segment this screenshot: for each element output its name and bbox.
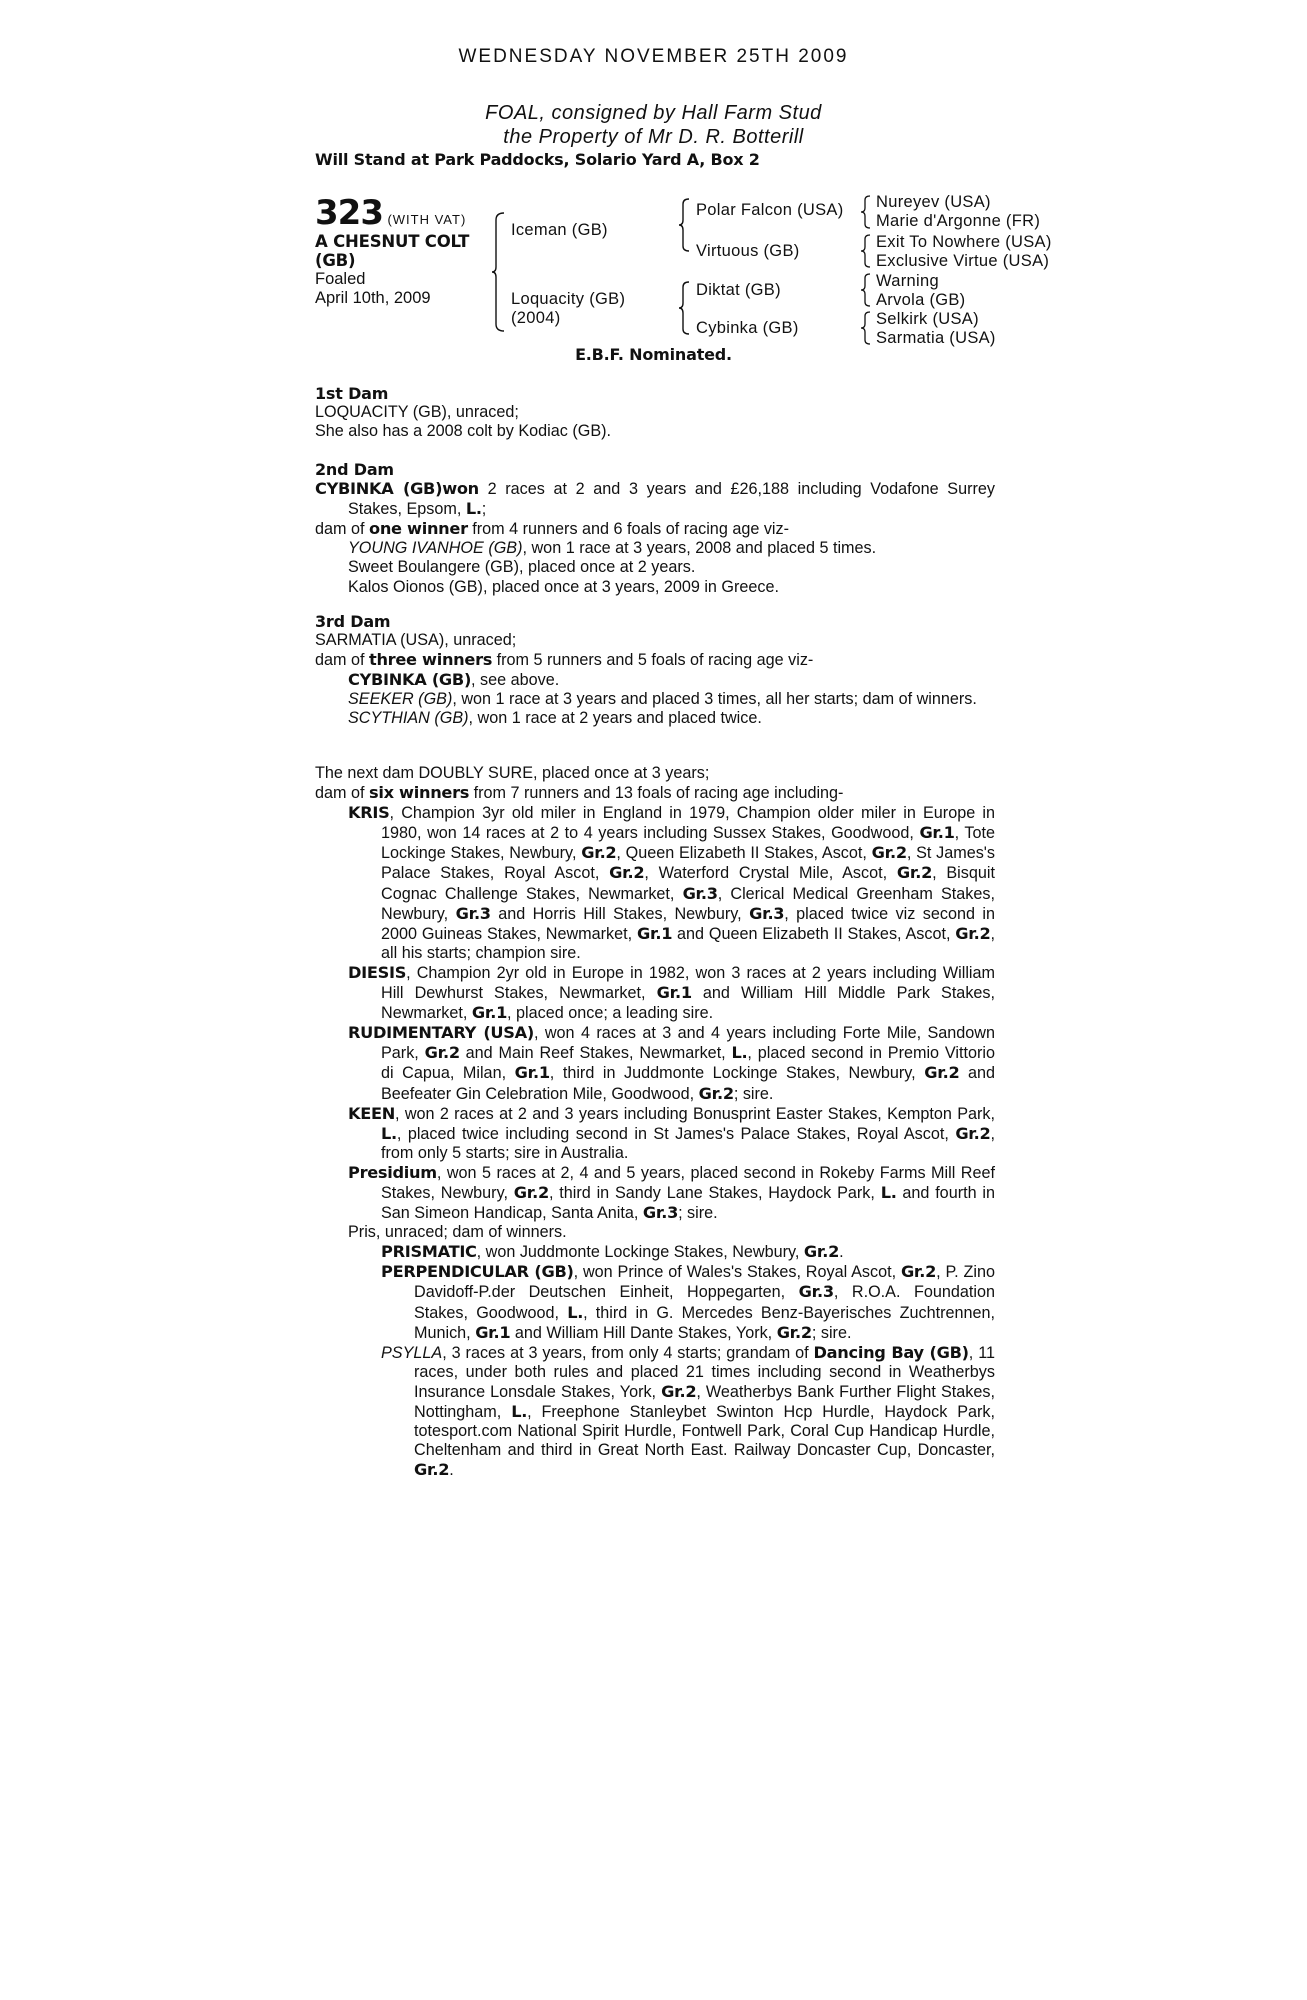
listed-badge: L. bbox=[511, 1402, 528, 1421]
pedigree-brace-g4 bbox=[861, 311, 871, 345]
text: ; sire. bbox=[678, 1204, 718, 1223]
produce-item-psylla bbox=[315, 1343, 995, 1481]
text: and William Hill Middle Park Stakes, Newmarket, bbox=[381, 984, 996, 1023]
next-dam-produce bbox=[315, 783, 995, 803]
consignor-line: FOAL, consigned by Hall Farm Stud bbox=[485, 102, 822, 124]
horse-name: SCYTHIAN (GB) bbox=[348, 709, 469, 728]
pedigree-g2: Marie d'Argonne (FR) bbox=[876, 212, 1041, 230]
produce-item bbox=[315, 539, 995, 558]
text: , won 2 races at 2 and 3 years including Bonusprint Easter Stakes, Kempton Park, bbox=[395, 1104, 995, 1123]
winner-count: one winner bbox=[369, 519, 468, 539]
text: , St James's Palace Stakes, Royal Ascot, bbox=[381, 844, 995, 883]
second-dam-section bbox=[315, 460, 995, 597]
text: , all his starts; champion sire. bbox=[381, 924, 995, 962]
text: , Champion 3yr old miler in England in 1979, Champion older miler in Europe in 1980, won 14 races at 2 to 4 years including Sussex Stakes, Goodwood, bbox=[381, 804, 995, 843]
grade-badge: Gr.2 bbox=[871, 843, 907, 863]
grade-badge: Gr.2 bbox=[513, 1182, 549, 1202]
third-dam-section bbox=[315, 612, 995, 729]
grade-badge: Gr.2 bbox=[900, 1262, 937, 1282]
grade-badge: Gr.3 bbox=[749, 903, 785, 923]
grade-badge: Gr.3 bbox=[798, 1282, 834, 1302]
produce-item-rudimentary bbox=[315, 1023, 995, 1103]
horse-name: Dancing Bay (GB) bbox=[813, 1342, 969, 1362]
text: dam of bbox=[315, 784, 369, 803]
pedigree-sire-sire: Polar Falcon (USA) bbox=[696, 201, 844, 219]
text: , third in Sandy Lane Stakes, Haydock Park, bbox=[548, 1183, 881, 1202]
next-dam-section bbox=[315, 764, 995, 1480]
second-dam-produce bbox=[315, 519, 995, 539]
pedigree-brace-dam bbox=[679, 281, 691, 335]
text: , 3 races at 3 years, from only 4 starts; grandam of bbox=[442, 1343, 814, 1362]
pedigree-g6: Arvola (GB) bbox=[876, 291, 966, 309]
grade-badge: Gr.2 bbox=[424, 1043, 460, 1063]
text: , won 1 race at 3 years, 2008 and placed 5 times. bbox=[522, 539, 877, 558]
text: , won 5 races at 2, 4 and 5 years, placed second in Rokeby Farms Mill Reef Stakes, Newbury, bbox=[381, 1163, 995, 1202]
pedigree-sire: Iceman (GB) bbox=[511, 221, 608, 239]
text: , see above. bbox=[471, 671, 560, 690]
winner-count: three winners bbox=[369, 650, 493, 670]
text: and Horris Hill Stakes, Newbury, bbox=[490, 904, 750, 923]
pedigree-brace-g1 bbox=[861, 195, 871, 229]
grade-badge: Gr.2 bbox=[924, 1063, 960, 1083]
text: and Beefeater Gin Celebration Mile, Goodwood, bbox=[381, 1064, 995, 1103]
record-end: ; bbox=[481, 500, 487, 519]
horse-name: SEEKER (GB) bbox=[348, 690, 453, 709]
horse-name: YOUNG IVANHOE (GB) bbox=[348, 539, 523, 558]
grade-badge: Gr.2 bbox=[955, 923, 991, 943]
grade-badge: Gr.2 bbox=[581, 843, 617, 863]
horse-name: Presidium bbox=[348, 1162, 437, 1182]
text: and Queen Elizabeth II Stakes, Ascot, bbox=[672, 924, 956, 943]
grade-badge: Gr.2 bbox=[609, 863, 645, 883]
pedigree-g1: Nureyev (USA) bbox=[876, 193, 991, 211]
text: , won 1 race at 2 years and placed twice. bbox=[468, 709, 762, 728]
lot-header bbox=[315, 193, 466, 233]
text: , Champion 2yr old in Europe in 1982, won 3 races at 2 years including William Hill Dewhurst Stakes, Newmarket, bbox=[381, 963, 995, 1003]
pedigree-brace-sire bbox=[679, 198, 691, 252]
vat-note: (WITH VAT) bbox=[387, 212, 467, 227]
listed-badge: L. bbox=[567, 1302, 584, 1322]
produce-item-presidium bbox=[315, 1163, 995, 1223]
grade-badge: Gr.2 bbox=[955, 1123, 991, 1143]
text: , won 4 races at 3 and 4 years including Forte Mile, Sandown Park, bbox=[381, 1024, 996, 1063]
won-label: won bbox=[442, 479, 479, 499]
pedigree-dam-name: Loquacity (GB) bbox=[511, 290, 626, 308]
horse-name: CYBINKA (GB) bbox=[348, 670, 472, 690]
grade-badge: Gr.1 bbox=[514, 1063, 550, 1083]
lot-number: 323 bbox=[315, 193, 383, 233]
lot-description-line2: (GB) bbox=[315, 251, 356, 270]
grade-badge: Gr.2 bbox=[661, 1381, 697, 1401]
grade-badge: Gr.3 bbox=[455, 903, 491, 923]
horse-name: DIESIS bbox=[348, 962, 407, 982]
pedigree-dam-dam: Cybinka (GB) bbox=[696, 319, 799, 337]
produce-item: Sweet Boulangere (GB), placed once at 2 years. bbox=[348, 558, 696, 577]
text: , from only 5 starts; sire in Australia. bbox=[381, 1124, 995, 1162]
sale-date: WEDNESDAY NOVEMBER 25TH 2009 bbox=[458, 46, 849, 67]
pedigree-dam bbox=[511, 290, 625, 328]
second-dam-record bbox=[315, 479, 995, 519]
text: , R.O.A. Foundation Stakes, Goodwood, bbox=[414, 1283, 995, 1322]
text: , won Juddmonte Lockinge Stakes, Newbury, bbox=[476, 1243, 804, 1262]
horse-name: PSYLLA bbox=[381, 1343, 443, 1362]
second-dam-heading: 2nd Dam bbox=[315, 460, 394, 479]
text: and fourth in San Simeon Handicap, Santa Anita, bbox=[381, 1183, 995, 1223]
horse-name: CYBINKA (GB) bbox=[315, 479, 443, 499]
produce-item-diesis bbox=[315, 963, 995, 1023]
pedigree-dam-sire: Diktat (GB) bbox=[696, 281, 781, 299]
text: ; sire. bbox=[811, 1323, 852, 1342]
foaled-info bbox=[315, 270, 431, 308]
grade-badge: Gr.1 bbox=[475, 1322, 511, 1342]
horse-name: PRISMATIC bbox=[381, 1242, 477, 1262]
third-dam-produce bbox=[315, 650, 995, 670]
pedigree-g8: Sarmatia (USA) bbox=[876, 329, 996, 347]
text: , placed second in Premio Vittorio di Capua, Milan, bbox=[381, 1044, 995, 1083]
grade-badge: Gr.1 bbox=[636, 923, 673, 943]
text: from 5 runners and 5 foals of racing age viz- bbox=[492, 651, 814, 670]
pedigree-brace-g2 bbox=[861, 234, 871, 268]
pedigree-g5: Warning bbox=[876, 272, 939, 290]
pedigree-brace-g3 bbox=[861, 273, 871, 307]
grade-badge: Gr.2 bbox=[698, 1083, 734, 1103]
grade-badge: Gr.3 bbox=[682, 883, 718, 903]
text: dam of bbox=[315, 651, 369, 670]
grade-badge: Gr.3 bbox=[642, 1203, 679, 1223]
grade-badge: Gr.2 bbox=[803, 1242, 840, 1262]
pedigree-dam-year: (2004) bbox=[511, 309, 561, 327]
text: , third in Juddmonte Lockinge Stakes, Newbury, bbox=[549, 1064, 925, 1083]
text: , Tote Lockinge Stakes, Newbury, bbox=[381, 824, 995, 863]
text: from 4 runners and 6 foals of racing age viz- bbox=[467, 520, 789, 539]
text: ; sire. bbox=[733, 1084, 774, 1103]
record-text: 2 races at 2 and 3 years and £26,188 including Vodafone Surrey Stakes, Epsom, bbox=[348, 480, 995, 519]
horse-name: KRIS bbox=[348, 803, 390, 823]
text: , placed twice viz second in 2000 Guineas Stakes, Newmarket, bbox=[381, 904, 995, 943]
listed-badge: L. bbox=[465, 499, 482, 519]
produce-item bbox=[315, 670, 995, 690]
foaled-date: April 10th, 2009 bbox=[315, 289, 431, 307]
first-dam-section bbox=[315, 384, 995, 441]
ebf-nomination: E.B.F. Nominated. bbox=[575, 345, 732, 364]
produce-item-kris bbox=[315, 803, 995, 963]
text: , Bisquit Cognac Challenge Stakes, Newmarket, bbox=[381, 864, 995, 903]
stand-location: Will Stand at Park Paddocks, Solario Yard A, Box 2 bbox=[315, 150, 760, 169]
text: . bbox=[839, 1243, 844, 1262]
horse-name: RUDIMENTARY (USA) bbox=[348, 1023, 534, 1043]
grade-badge: Gr.1 bbox=[471, 1003, 508, 1023]
listed-badge: L. bbox=[381, 1123, 397, 1143]
produce-item-perpendicular bbox=[315, 1262, 995, 1342]
next-dam-line1: The next dam DOUBLY SURE, placed once at 3 years; bbox=[315, 764, 710, 782]
pedigree-g7: Selkirk (USA) bbox=[876, 310, 979, 328]
produce-item: Kalos Oionos (GB), placed once at 3 years, 2009 in Greece. bbox=[348, 577, 780, 596]
third-dam-line1: SARMATIA (USA), unraced; bbox=[315, 631, 517, 650]
text: , Weatherbys Bank Further Flight Stakes, Nottingham, bbox=[414, 1382, 995, 1421]
first-dam-line2: She also has a 2008 colt by Kodiac (GB). bbox=[315, 422, 612, 441]
grade-badge: Gr.2 bbox=[776, 1322, 812, 1342]
text: and William Hill Dante Stakes, York, bbox=[510, 1323, 777, 1342]
property-line: the Property of Mr D. R. Botterill bbox=[503, 126, 804, 148]
text: from 7 runners and 13 foals of racing age including- bbox=[469, 784, 844, 803]
pedigree-sire-dam: Virtuous (GB) bbox=[696, 242, 800, 260]
text: , won Prince of Wales's Stakes, Royal Ascot, bbox=[573, 1263, 901, 1282]
third-dam-heading: 3rd Dam bbox=[315, 612, 391, 631]
lot-description-line1: A CHESNUT COLT bbox=[315, 232, 470, 251]
text: , won 1 race at 3 years and placed 3 times, all her starts; dam of winners. bbox=[452, 690, 977, 709]
grade-badge: Gr.2 bbox=[896, 863, 933, 883]
text: and Main Reef Stakes, Newmarket, bbox=[459, 1044, 732, 1063]
text: , 11 races, under both rules and placed 21 times including second in Weatherbys Insurance Lonsdale Stakes, York, bbox=[414, 1343, 995, 1401]
text: , placed once; a leading sire. bbox=[507, 1004, 714, 1023]
text: , Clerical Medical Greenham Stakes, Newbury, bbox=[381, 884, 995, 923]
grade-badge: Gr.1 bbox=[656, 983, 692, 1003]
lot-description bbox=[315, 232, 469, 270]
listed-badge: L. bbox=[731, 1043, 748, 1063]
text: , P. Zino Davidoff-P.der Deutschen Einheit, Hoppegarten, bbox=[414, 1263, 995, 1302]
produce-item-keen bbox=[315, 1104, 995, 1163]
pedigree-brace-main bbox=[492, 212, 506, 332]
text: , Queen Elizabeth II Stakes, Ascot, bbox=[616, 844, 872, 863]
text: , placed twice including second in St James's Palace Stakes, Royal Ascot, bbox=[396, 1124, 956, 1143]
horse-name: PERPENDICULAR (GB) bbox=[381, 1262, 574, 1282]
text: , Waterford Crystal Mile, Ascot, bbox=[644, 864, 897, 883]
first-dam-heading: 1st Dam bbox=[315, 384, 389, 403]
foaled-label: Foaled bbox=[315, 270, 366, 288]
grade-badge: Gr.2 bbox=[414, 1460, 450, 1480]
produce-item bbox=[315, 690, 995, 709]
horse-name: KEEN bbox=[348, 1103, 396, 1123]
pedigree-g3: Exit To Nowhere (USA) bbox=[876, 233, 1052, 251]
produce-item-pris: Pris, unraced; dam of winners. bbox=[348, 1223, 567, 1242]
pedigree-g4: Exclusive Virtue (USA) bbox=[876, 252, 1050, 270]
winner-count: six winners bbox=[369, 783, 470, 803]
grade-badge: Gr.1 bbox=[919, 823, 955, 843]
text: dam of bbox=[315, 520, 369, 539]
text: . bbox=[449, 1461, 454, 1480]
text: , Freephone Stanleybet Swinton Hcp Hurdle, Haydock Park, totesport.com National Spirit Hurdle, Fontwell Park, Coral Cup Handicap Hurdle, Cheltenham and third in Great North East. Railway Doncaster Cup, Doncaster, bbox=[414, 1403, 995, 1460]
produce-item bbox=[315, 709, 995, 728]
listed-badge: L. bbox=[880, 1182, 897, 1202]
first-dam-line1: LOQUACITY (GB), unraced; bbox=[315, 403, 519, 422]
produce-item-prismatic bbox=[315, 1242, 995, 1262]
text: , third in G. Mercedes Benz-Bayerisches Zuchtrennen, Munich, bbox=[414, 1303, 995, 1342]
